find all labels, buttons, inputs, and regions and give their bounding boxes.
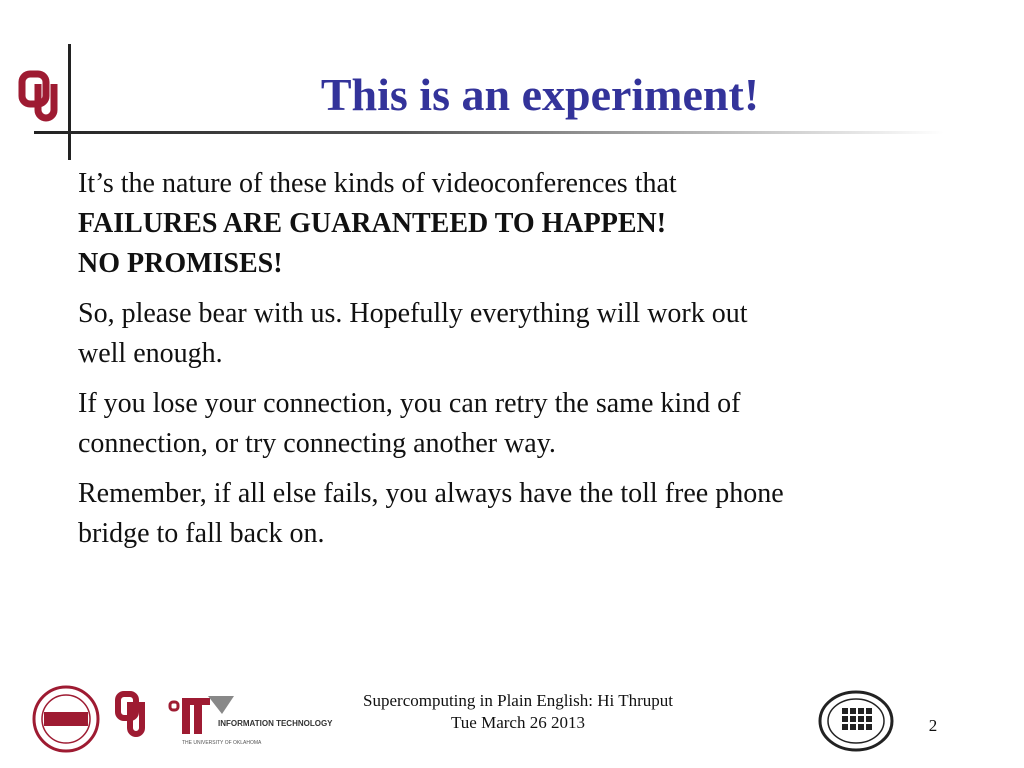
footer-date: Tue March 26 2013: [451, 713, 585, 732]
oscer-seal-icon: [34, 687, 98, 751]
paragraph-line: If you lose your connection, you can retry the same kind of: [78, 388, 741, 419]
paragraph-line: connection, or try connecting another way.: [78, 428, 556, 459]
footer-logos: [22, 684, 333, 754]
paragraph-phone-bridge: [78, 474, 958, 554]
paragraph-line: Remember, if all else fails, you always have the toll free phone: [78, 478, 784, 509]
footer-course-title: Supercomputing in Plain English: Hi Thruput: [363, 691, 673, 710]
it-logo-label: INFORMATION TECHNOLOGY: [218, 719, 333, 728]
ou-footer-logo-icon: [118, 694, 142, 734]
paragraph-experiment-nature: [78, 164, 958, 284]
emphasis-no-promises: NO PROMISES!: [78, 248, 283, 279]
paragraph-line: So, please bear with us. Hopefully everything will work out: [78, 298, 748, 329]
supercomputing-logo-icon: [818, 690, 894, 752]
it-logo-sublabel: THE UNIVERSITY OF OKLAHOMA: [182, 740, 262, 746]
paragraph-line: well enough.: [78, 338, 223, 369]
slide-title: This is an experiment!: [320, 69, 760, 120]
paragraph-line: It’s the nature of these kinds of videoconferences that: [78, 168, 677, 199]
header-vertical-rule: [68, 44, 71, 160]
paragraph-lose-connection: [78, 384, 958, 464]
it-logo-icon: [170, 696, 333, 746]
header-horizontal-rule: [34, 131, 944, 134]
paragraph-line: bridge to fall back on.: [78, 518, 325, 549]
page-number: 2: [928, 716, 938, 735]
footer-caption: [318, 690, 718, 734]
slide-body: [78, 164, 958, 564]
ou-logo-icon: [18, 70, 66, 128]
emphasis-failures: FAILURES ARE GUARANTEED TO HAPPEN!: [78, 208, 667, 239]
paragraph-bear-with-us: [78, 294, 958, 374]
